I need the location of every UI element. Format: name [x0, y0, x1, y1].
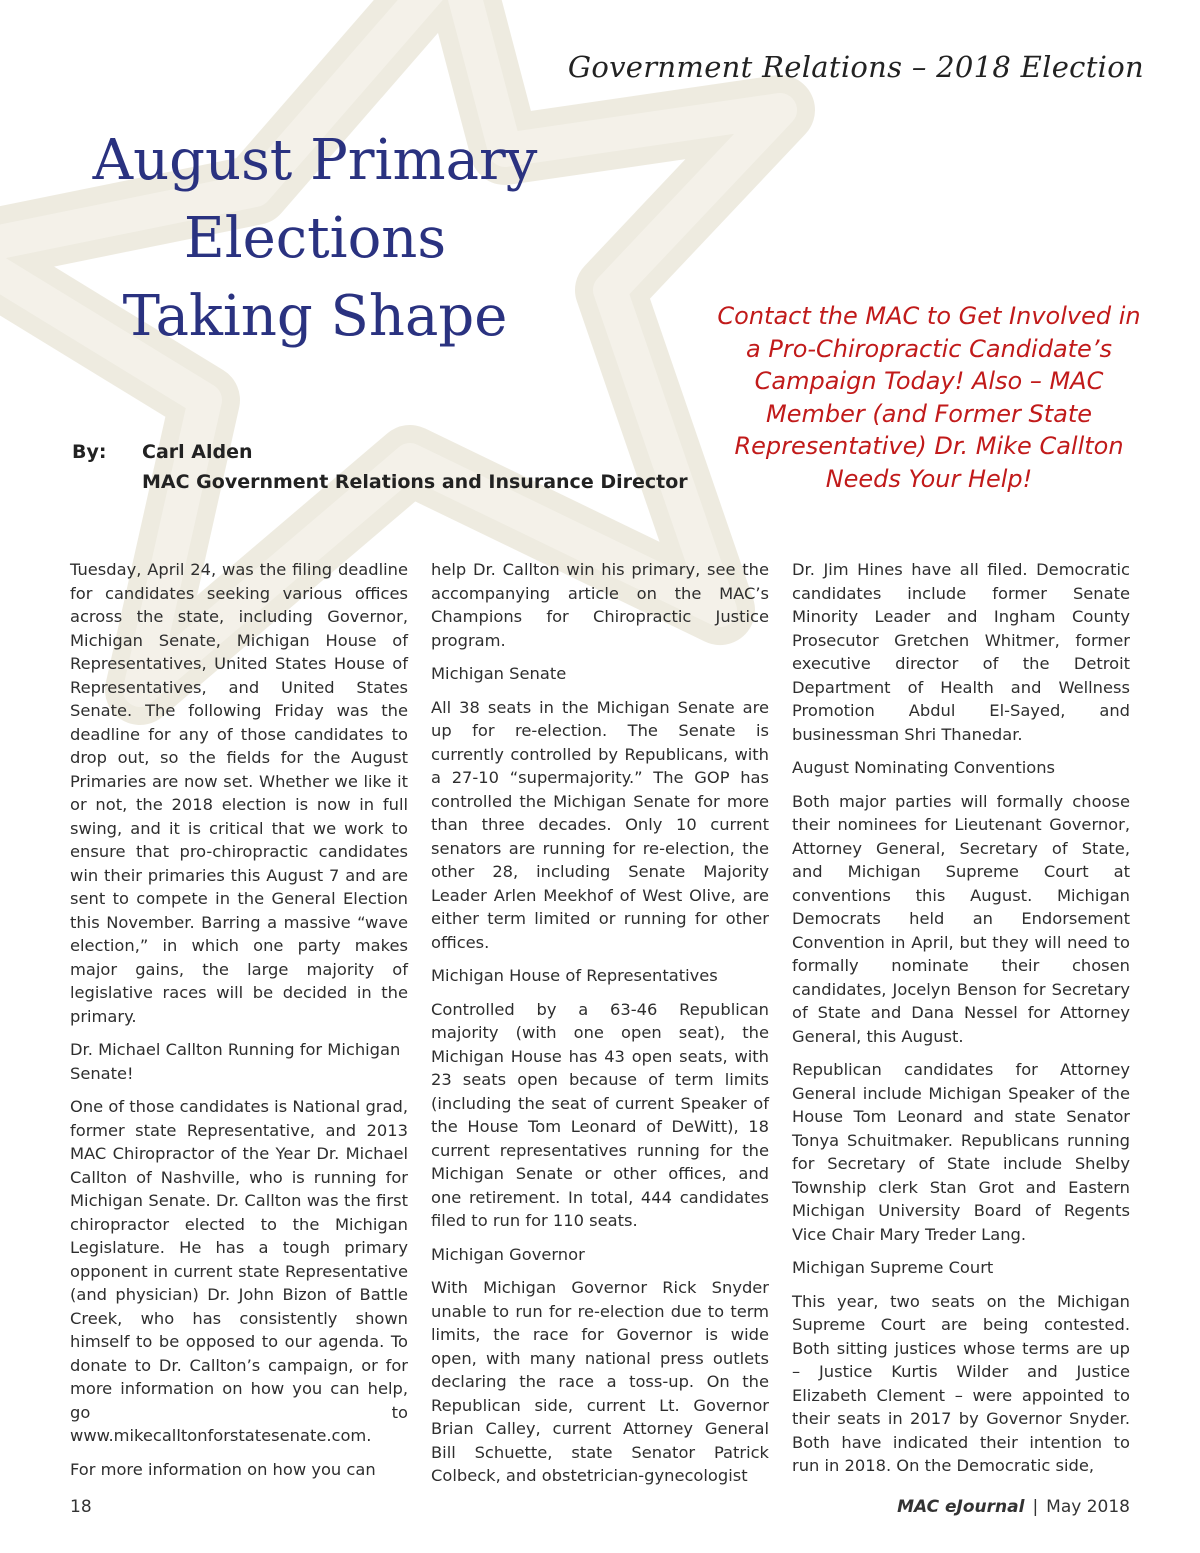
article-title	[40, 122, 590, 356]
subheading: Dr. Michael Callton Running for Michigan Senate!	[70, 1040, 401, 1083]
subheading: Michigan House of Representatives	[431, 966, 718, 985]
page-number: 18	[70, 1497, 92, 1517]
paragraph: Republican candidates for Attorney General include Michigan Speaker of the House Tom Leonard and state Senator Tonya Schuitmaker. Republicans running for Secretary of State include Shelby Township clerk Stan Grot and Eastern Michigan University Board of Regents Vice Chair Mary Treder Lang.	[792, 1060, 1130, 1244]
article-column-2	[431, 558, 769, 1498]
section-header: Government Relations – 2018 Election	[567, 50, 1144, 84]
paragraph: Controlled by a 63-46 Republican majority (with one open seat), the Michigan House has 43 open seats, with 23 seats open because of term limits (including the seat of current Speaker of the House Tom Leonard of DeWitt), 18 current representatives running for the Michigan Senate or other offices, and one retirement. In total, 444 candidates filed to run for 110 seats.	[431, 999, 769, 1230]
article-column-3	[792, 558, 1130, 1488]
issue-date: May 2018	[1046, 1497, 1130, 1517]
footer-publication	[897, 1497, 1130, 1517]
article-column-1	[70, 558, 408, 1491]
paragraph: Both major parties will formally choose their nominees for Lieutenant Governor, Attorney General, Secretary of State, and Michigan Supreme Court at conventions this August. Michigan Democrats held an Endorsement Convention in April, but they will need to formally nominate their chosen candidates, Jocelyn Benson for Secretary of State and Dana Nessel for Attorney General, this August.	[792, 791, 1130, 1046]
publication-name: MAC eJournal	[897, 1497, 1025, 1517]
footer-separator: |	[1032, 1497, 1039, 1517]
byline-label: By:	[72, 441, 107, 463]
subheading: August Nominating Conventions	[792, 758, 1055, 777]
title-line-2: Elections	[183, 206, 447, 271]
paragraph: One of those candidates is National grad, former state Representative, and 2013 MAC Chiropractor of the Year Dr. Michael Callton of Nashville, who is running for Michigan Senate. Dr. Callton was the first chiropractor elected to the Michigan Legislature. He has a tough primary opponent in current state Representative (and physician) Dr. John Bizon of Battle Creek, who has consistently shown himself to be opposed to our agenda. To donate to Dr. Callton’s campaign, or for more information on how you can help, go to www.mikecalltonforstatesenate.com.	[70, 1097, 408, 1445]
subheading: Michigan Senate	[431, 664, 567, 683]
paragraph: For more information on how you can	[70, 1459, 376, 1479]
subheading: Michigan Governor	[431, 1244, 585, 1264]
paragraph: This year, two seats on the Michigan Supreme Court are being contested. Both sitting justices whose terms are up – Justice Kurtis Wilder and Justice Elizabeth Clement – were appointed to their seats in 2017 by Governor Snyder. Both have indicated their intention to run in 2018. On the Democratic side,	[792, 1291, 1130, 1475]
title-line-1: August Primary	[92, 128, 538, 193]
author-name: Carl Alden	[142, 441, 253, 463]
paragraph: All 38 seats in the Michigan Senate are up for re-election. The Senate is currently controlled by Republicans, with a 27-10 “supermajority.” The GOP has controlled the Michigan Senate for more than three decades. Only 10 current senators are running for re-election, the other 28, including Senate Majority Leader Arlen Meekhof of West Olive, are either term limited or running for other offices.	[431, 697, 769, 952]
title-line-3: Taking Shape	[122, 284, 508, 349]
paragraph: Tuesday, April 24, was the filing deadline for candidates seeking various offices across the state, including Governor, Michigan Senate, Michigan House of Representatives, United States House of Representatives, and United States Senate. The following Friday was the deadline for any of those candidates to drop out, so the fields for the August Primaries are now set. Whether we like it or not, the 2018 election is now in full swing, and it is critical that we work to ensure that pro-chiropractic candidates win their primaries this August 7 and are sent to compete in the General Election this November. Barring a massive “wave election,” in which one party makes major gains, the large majority of legislative races will be decided in the primary.	[70, 560, 408, 1026]
callout-box: Contact the MAC to Get Involved in a Pro-Chiropractic Candidate’s Campaign Today! Also – MAC Member (and Former State Representative) Dr. Mike Callton Needs Your Help!	[717, 302, 1141, 493]
author-title: MAC Government Relations and Insurance Director	[142, 471, 688, 493]
paragraph: With Michigan Governor Rick Snyder unable to run for re-election due to term limits, the race for Governor is wide open, with many national press outlets declaring the race a toss-up. On the Republican side, current Lt. Governor Brian Calley, current Attorney General Bill Schuette, state Senator Patrick Colbeck, and obstetrician-gynecologist	[431, 1278, 769, 1485]
paragraph: Dr. Jim Hines have all filed. Democratic candidates include former Senate Minority Leader and Ingham County Prosecutor Gretchen Whitmer, former executive director of the Detroit Department of Health and Wellness Promotion Abdul El-Sayed, and businessman Shri Thanedar.	[792, 560, 1130, 744]
paragraph: help Dr. Callton win his primary, see the accompanying article on the MAC’s Champions for Chiropractic Justice program.	[431, 560, 769, 650]
subheading: Michigan Supreme Court	[792, 1258, 994, 1277]
